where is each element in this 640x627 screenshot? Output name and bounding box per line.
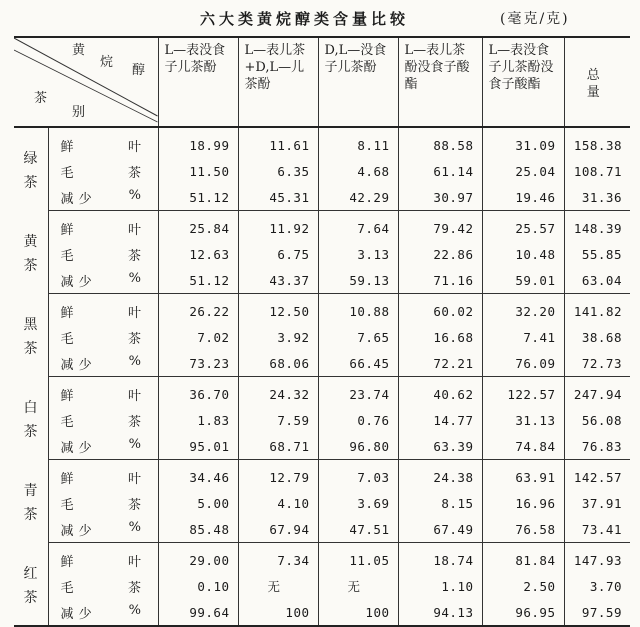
row-label-right: 茶: [127, 414, 142, 430]
value-cell: 16.96: [482, 490, 564, 516]
value-cell: 59.01: [482, 267, 564, 294]
corner-wan: 烷: [100, 55, 114, 70]
value-cell: 30.97: [398, 184, 482, 211]
value-cell: 45.31: [238, 184, 318, 211]
value-cell: 3.69: [318, 490, 398, 516]
value-cell: 25.04: [482, 158, 564, 184]
value-cell: 38.68: [564, 324, 630, 350]
value-cell: 66.45: [318, 350, 398, 377]
row-label-left: 鲜: [60, 471, 75, 487]
value-cell: 29.00: [158, 543, 238, 574]
row-label-right: %: [128, 519, 142, 535]
value-cell: 158.38: [564, 127, 630, 158]
value-cell: 73.41: [564, 516, 630, 543]
corner-chun: 醇: [132, 63, 146, 78]
value-cell: 96.95: [482, 599, 564, 626]
value-cell: 76.58: [482, 516, 564, 543]
row-label-right: %: [128, 270, 142, 286]
value-cell: 23.74: [318, 377, 398, 408]
value-cell: 4.68: [318, 158, 398, 184]
row-label: [48, 127, 158, 158]
tea-category-bottom: 茶: [23, 424, 38, 440]
value-cell: 68.06: [238, 350, 318, 377]
table-body: [14, 127, 630, 626]
tea-category: [14, 127, 48, 211]
table-row: [14, 158, 630, 184]
table-row: [14, 377, 630, 408]
table-title: 六大类黄烷醇类含量比较: [200, 10, 410, 28]
table-row: [14, 407, 630, 433]
value-cell: 76.83: [564, 433, 630, 460]
row-label-left: 毛: [60, 497, 75, 513]
value-cell: 7.59: [238, 407, 318, 433]
value-cell: 19.46: [482, 184, 564, 211]
corner-header: [14, 37, 158, 127]
value-cell: 122.57: [482, 377, 564, 408]
value-cell: 18.74: [398, 543, 482, 574]
tea-category-top: 黑: [23, 317, 38, 333]
value-cell: 79.42: [398, 211, 482, 242]
value-cell: 96.80: [318, 433, 398, 460]
row-label: [48, 599, 158, 626]
value-cell: 31.36: [564, 184, 630, 211]
value-cell: 67.94: [238, 516, 318, 543]
row-label-right: 茶: [127, 497, 142, 513]
row-label-right: 茶: [127, 165, 142, 181]
row-label-left: 减 少: [60, 357, 93, 373]
diagonal-lines: [14, 38, 158, 126]
value-cell: 0.10: [158, 573, 238, 599]
row-label-right: 叶: [127, 388, 142, 404]
tea-category: [14, 377, 48, 460]
value-cell: 16.68: [398, 324, 482, 350]
row-label: [48, 350, 158, 377]
value-cell: 51.12: [158, 267, 238, 294]
value-cell: 100: [318, 599, 398, 626]
tea-category: [14, 211, 48, 294]
tea-category-bottom: 茶: [23, 507, 38, 523]
value-cell: 11.05: [318, 543, 398, 574]
value-cell: 2.50: [482, 573, 564, 599]
row-label-left: 鲜: [60, 388, 75, 404]
table-row: [14, 294, 630, 325]
row-label-right: %: [128, 436, 142, 452]
value-cell: 142.57: [564, 460, 630, 491]
value-cell: 73.23: [158, 350, 238, 377]
table-row: [14, 460, 630, 491]
value-cell: 88.58: [398, 127, 482, 158]
tea-category-top: 白: [23, 400, 38, 416]
row-label-left: 鲜: [60, 139, 75, 155]
value-cell: 1.10: [398, 573, 482, 599]
value-cell: 5.00: [158, 490, 238, 516]
row-label-left: 减 少: [60, 523, 93, 539]
value-cell: 8.11: [318, 127, 398, 158]
row-label-left: 毛: [60, 248, 75, 264]
row-label: [48, 377, 158, 408]
table-row: [14, 184, 630, 211]
table-row: [14, 573, 630, 599]
value-cell: 59.13: [318, 267, 398, 294]
corner-cha: 茶: [34, 91, 48, 106]
value-cell: 99.64: [158, 599, 238, 626]
col-header-ec: L—表儿茶+D,L—儿茶酚: [238, 37, 318, 127]
col-header-egcg: L—表没食子儿茶酚没食子酸酯: [482, 37, 564, 127]
row-label-left: 减 少: [60, 606, 93, 622]
value-cell: 4.10: [238, 490, 318, 516]
value-cell: 47.51: [318, 516, 398, 543]
row-label: [48, 241, 158, 267]
value-cell: 247.94: [564, 377, 630, 408]
col-header-ecg: L—表儿茶酚没食子酸酯: [398, 37, 482, 127]
value-cell: 76.09: [482, 350, 564, 377]
value-cell: 55.85: [564, 241, 630, 267]
value-cell: 42.29: [318, 184, 398, 211]
value-cell: 51.12: [158, 184, 238, 211]
table-row: [14, 267, 630, 294]
value-cell: 148.39: [564, 211, 630, 242]
value-cell: 22.86: [398, 241, 482, 267]
row-label-left: 鲜: [60, 305, 75, 321]
row-label-right: 茶: [127, 248, 142, 264]
value-cell: 12.63: [158, 241, 238, 267]
row-label-right: 叶: [127, 222, 142, 238]
row-label: [48, 490, 158, 516]
value-cell: 81.84: [482, 543, 564, 574]
value-cell: 31.09: [482, 127, 564, 158]
table-row: [14, 490, 630, 516]
header-row: [14, 37, 630, 127]
row-label: [48, 267, 158, 294]
row-label: [48, 460, 158, 491]
value-cell: 26.22: [158, 294, 238, 325]
tea-category-top: 黄: [23, 234, 38, 250]
value-cell: 7.41: [482, 324, 564, 350]
row-label-left: 毛: [60, 580, 75, 596]
value-cell: 7.03: [318, 460, 398, 491]
value-cell: 8.15: [398, 490, 482, 516]
tea-category-bottom: 茶: [23, 175, 38, 192]
value-cell: 147.93: [564, 543, 630, 574]
row-label-left: 减 少: [60, 191, 93, 207]
table-row: [14, 127, 630, 158]
value-cell: 31.13: [482, 407, 564, 433]
table-row: [14, 516, 630, 543]
tea-category-top: 红: [23, 565, 38, 582]
row-label-left: 毛: [60, 414, 75, 430]
row-label: [48, 184, 158, 211]
value-cell: 24.32: [238, 377, 318, 408]
value-cell: 10.48: [482, 241, 564, 267]
row-label-right: 茶: [127, 580, 142, 596]
row-label: [48, 294, 158, 325]
value-cell: 14.77: [398, 407, 482, 433]
value-cell: 7.64: [318, 211, 398, 242]
row-label-right: 茶: [127, 331, 142, 347]
row-label: [48, 211, 158, 242]
row-label: [48, 573, 158, 599]
value-cell: 100: [238, 599, 318, 626]
value-cell: 67.49: [398, 516, 482, 543]
tea-category-top: 绿: [23, 151, 38, 168]
value-cell: 11.61: [238, 127, 318, 158]
tea-category-bottom: 茶: [23, 258, 38, 274]
value-cell: 63.04: [564, 267, 630, 294]
tea-category-top: 青: [23, 483, 38, 499]
value-cell: 6.35: [238, 158, 318, 184]
row-label-right: 叶: [127, 139, 142, 155]
value-cell: 60.02: [398, 294, 482, 325]
value-cell: 68.71: [238, 433, 318, 460]
value-cell: 24.38: [398, 460, 482, 491]
row-label-left: 鲜: [60, 554, 75, 570]
tea-category: [14, 543, 48, 627]
col-header-total: 总 量: [564, 37, 630, 127]
tea-category: [14, 294, 48, 377]
col-header-egc: L—表没食子儿茶酚: [158, 37, 238, 127]
value-cell: 1.83: [158, 407, 238, 433]
value-cell: 61.14: [398, 158, 482, 184]
value-cell: 94.13: [398, 599, 482, 626]
table-row: [14, 599, 630, 626]
value-cell: 25.84: [158, 211, 238, 242]
row-label-left: 毛: [60, 331, 75, 347]
value-cell: 74.84: [482, 433, 564, 460]
table-row: [14, 241, 630, 267]
row-label-right: %: [128, 187, 142, 203]
value-cell: 37.91: [564, 490, 630, 516]
value-cell: 10.88: [318, 294, 398, 325]
value-cell: 7.02: [158, 324, 238, 350]
value-cell: 18.99: [158, 127, 238, 158]
value-cell: 25.57: [482, 211, 564, 242]
corner-huang: 黄: [72, 43, 86, 58]
row-label-left: 减 少: [60, 274, 93, 290]
value-cell: 108.71: [564, 158, 630, 184]
value-cell: 7.34: [238, 543, 318, 574]
row-label-right: %: [128, 353, 142, 369]
row-label: [48, 516, 158, 543]
value-cell: 71.16: [398, 267, 482, 294]
row-label-right: %: [128, 602, 142, 618]
value-cell: 11.50: [158, 158, 238, 184]
value-cell: 12.50: [238, 294, 318, 325]
value-cell: 36.70: [158, 377, 238, 408]
value-cell: 95.01: [158, 433, 238, 460]
row-label: [48, 158, 158, 184]
flavanol-table: [14, 36, 630, 627]
row-label-left: 鲜: [60, 222, 75, 238]
col-header-gc: D,L—没食子儿茶酚: [318, 37, 398, 127]
row-label-left: 减 少: [60, 440, 93, 456]
value-cell: 32.20: [482, 294, 564, 325]
tea-category-bottom: 茶: [23, 341, 38, 357]
value-cell: 85.48: [158, 516, 238, 543]
table-row: [14, 433, 630, 460]
unit-label: (毫克/克): [500, 11, 570, 27]
row-label-left: 毛: [60, 165, 75, 181]
table-row: [14, 324, 630, 350]
value-cell: 43.37: [238, 267, 318, 294]
tea-category-bottom: 茶: [23, 589, 38, 606]
value-cell: 3.92: [238, 324, 318, 350]
value-cell: 0.76: [318, 407, 398, 433]
value-cell: 72.73: [564, 350, 630, 377]
value-cell: 34.46: [158, 460, 238, 491]
row-label: [48, 407, 158, 433]
value-cell: 72.21: [398, 350, 482, 377]
corner-bie: 别: [72, 105, 86, 120]
tea-category: [14, 460, 48, 543]
value-cell: 12.79: [238, 460, 318, 491]
row-label: [48, 543, 158, 574]
row-label-right: 叶: [127, 554, 142, 570]
value-cell: 3.70: [564, 573, 630, 599]
value-cell: 141.82: [564, 294, 630, 325]
value-cell: 56.08: [564, 407, 630, 433]
value-cell: 40.62: [398, 377, 482, 408]
value-cell: 无: [238, 573, 318, 599]
value-cell: 63.39: [398, 433, 482, 460]
value-cell: 6.75: [238, 241, 318, 267]
row-label: [48, 433, 158, 460]
table-row: [14, 211, 630, 242]
table-row: [14, 350, 630, 377]
row-label: [48, 324, 158, 350]
value-cell: 3.13: [318, 241, 398, 267]
value-cell: 无: [318, 573, 398, 599]
value-cell: 97.59: [564, 599, 630, 626]
row-label-right: 叶: [127, 305, 142, 321]
table-row: [14, 543, 630, 574]
value-cell: 63.91: [482, 460, 564, 491]
value-cell: 7.65: [318, 324, 398, 350]
row-label-right: 叶: [127, 471, 142, 487]
value-cell: 11.92: [238, 211, 318, 242]
